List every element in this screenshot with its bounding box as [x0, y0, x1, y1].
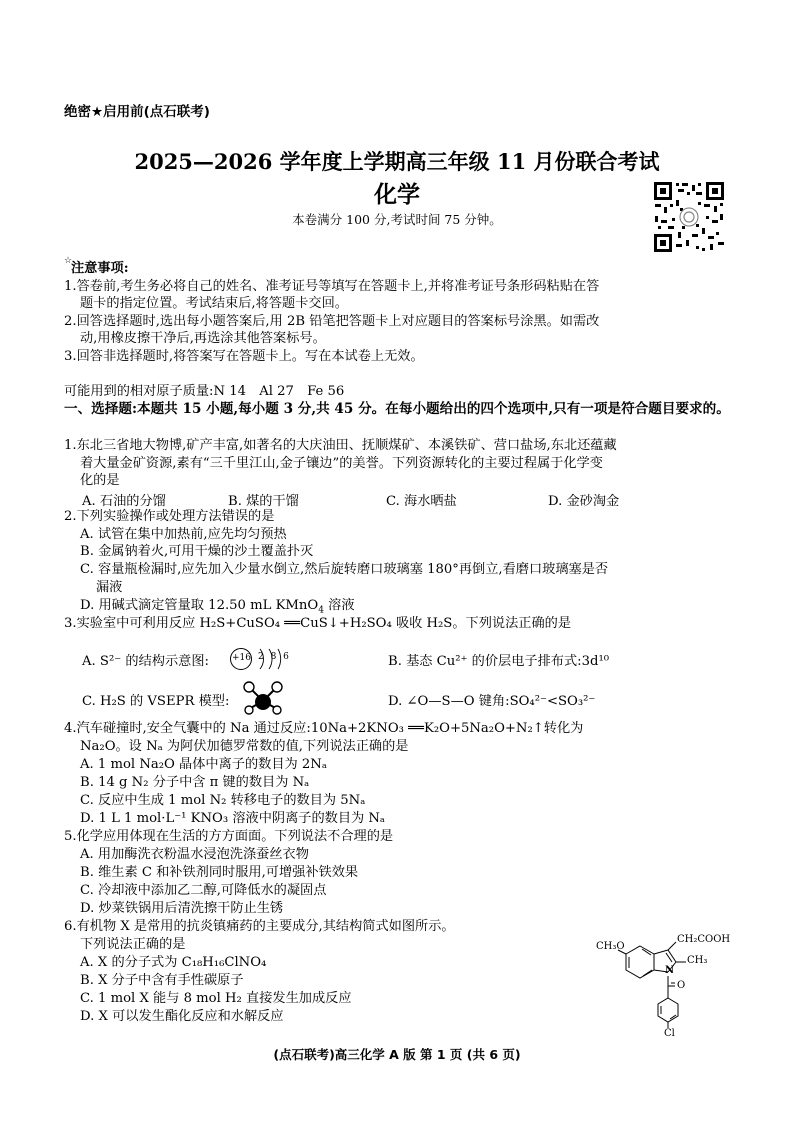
q6-option-d: D. X 可以发生酯化反应和水解反应: [80, 1009, 284, 1024]
methyl-label: CH₃: [687, 955, 708, 966]
q1-option-b: B. 煤的干馏: [228, 494, 299, 509]
note-3: 3.回答非选择题时,将答案写在答题卡上。写在本试卷上无效。: [64, 349, 424, 364]
exam-info: 本卷满分 100 分,考试时间 75 分钟。: [292, 212, 502, 227]
q2-stem: 2.下列实验操作或处理方法错误的是: [64, 509, 275, 524]
q1-line-3: 化的是: [80, 473, 120, 488]
atomic-mass: 可能用到的相对原子质量:N 14 Al 27 Fe 56: [64, 384, 345, 399]
secret-label: 绝密★启用前(点石联考): [64, 104, 210, 120]
chlorine-label: Cl: [664, 1028, 675, 1039]
q4-line-2: Na₂O。设 Nₐ 为阿伏加德罗常数的值,下列说法正确的是: [80, 739, 409, 754]
vsepr-model: [240, 680, 286, 718]
q3-option-d: D. ∠O—S—O 键角:SO₄²⁻<SO₃²⁻: [388, 694, 596, 709]
q4-option-c: C. 反应中生成 1 mol N₂ 转移电子的数目为 5Nₐ: [80, 793, 366, 808]
note-2-line-2: 动,用橡皮擦干净后,再选涂其他答案标号。: [80, 331, 326, 346]
small-star-icon: ☆: [64, 256, 73, 266]
q3-option-c: C. H₂S 的 VSEPR 模型:: [82, 694, 230, 709]
q4-option-d: D. 1 L 1 mol·L⁻¹ KNO₃ 溶液中阴离子的数目为 Nₐ: [80, 811, 386, 826]
section-1-heading: 一、选择题:本题共 15 小题,每小题 3 分,共 45 分。在每小题给出的四个选项中,只有一项是符合题目要求的。: [64, 401, 730, 417]
q3-stem: 3.实验室中可利用反应 H₂S+CuSO₄ ══CuS↓+H₂SO₄ 吸收 H₂S。下列说法正确的是: [64, 616, 572, 631]
q6-line-1: 6.有机物 X 是常用的抗炎镇痛药的主要成分,其结构简式如图所示。: [64, 919, 455, 934]
q3-option-a: A. S²⁻ 的结构示意图:: [82, 654, 209, 669]
q1-option-a: A. 石油的分馏: [82, 494, 166, 509]
q1-line-2: 着大量金矿资源,素有“三千里江山,金子镶边”的美誉。下列资源转化的主要过程属于化学变: [80, 456, 603, 471]
electron-shells: 2 8 6: [258, 652, 291, 662]
notes-heading: 注意事项:: [71, 261, 129, 276]
q2-option-c-line-1: C. 容量瓶检漏时,应先加入少量水倒立,然后旋转磨口玻璃塞 180°再倒立,看磨口玻璃塞是否: [80, 562, 609, 577]
subject-title: 化学: [374, 181, 420, 208]
q2-option-b: B. 金属钠着火,可用干燥的沙土覆盖扑灭: [80, 544, 314, 559]
note-2-line-1: 2.回答选择题时,选出每小题答案后,用 2B 铅笔把答题卡上对应题目的答案标号涂黑。如需改: [64, 314, 600, 329]
q5-option-b: B. 维生素 C 和补铁剂同时服用,可增强补铁效果: [80, 865, 359, 880]
q2-option-a: A. 试管在集中加热前,应先均匀预热: [80, 527, 287, 542]
q1-line-1: 1.东北三省地大物博,矿产丰富,如著名的大庆油田、抚顺煤矿、本溪铁矿、营口盐场,东北还蕴藏: [64, 438, 617, 453]
exam-title: 2025—2026 学年度上学期高三年级 11 月份联合考试: [134, 149, 660, 174]
q4-line-1: 4.汽车碰撞时,安全气囊中的 Na 通过反应:10Na+2KNO₃ ══K₂O+5Na₂O+N₂↑转化为: [64, 721, 584, 736]
q3-option-b: B. 基态 Cu²⁺ 的价层电子排布式:3d¹⁰: [388, 654, 610, 669]
q2-option-c-line-2: 漏液: [96, 580, 123, 595]
acetic-acid-label: CH₂COOH: [677, 934, 731, 945]
oxygen-label: O: [677, 980, 686, 991]
q5-option-d: D. 炒菜铁锅用后清洗擦干防止生锈: [80, 901, 284, 916]
qr-code: [652, 180, 726, 254]
nucleus-charge: +16: [232, 653, 251, 663]
nitrogen-label: N: [665, 965, 675, 976]
q5-option-c: C. 冷却液中添加乙二醇,可降低水的凝固点: [80, 883, 327, 898]
q1-option-d: D. 金砂淘金: [548, 494, 620, 509]
q6-line-2: 下列说法正确的是: [80, 937, 186, 952]
q6-option-b: B. X 分子中含有手性碳原子: [80, 973, 244, 988]
note-1-line-2: 题卡的指定位置。考试结束后,将答题卡交回。: [80, 296, 348, 311]
methoxy-label: CH₃O: [596, 941, 625, 952]
q1-option-c: C. 海水晒盐: [386, 494, 457, 509]
q4-option-b: B. 14 g N₂ 分子中含 π 键的数目为 Nₐ: [80, 775, 310, 790]
q5-stem: 5.化学应用体现在生活的方方面面。下列说法不合理的是: [64, 829, 394, 844]
page-footer: (点石联考)高三化学 A 版 第 1 页 (共 6 页): [273, 1047, 521, 1062]
q4-option-a: A. 1 mol Na₂O 晶体中离子的数目为 2Nₐ: [80, 757, 327, 772]
q6-option-c: C. 1 mol X 能与 8 mol H₂ 直接发生加成反应: [80, 991, 352, 1006]
q2-option-d: D. 用碱式滴定管量取 12.50 mL KMnO$_4$ 溶液: [80, 598, 355, 616]
q6-option-a: A. X 的分子式为 C₁₈H₁₆ClNO₄: [80, 955, 267, 970]
q5-option-a: A. 用加酶洗衣粉温水浸泡洗涤蚕丝衣物: [80, 847, 309, 862]
note-1-line-1: 1.答卷前,考生务必将自己的姓名、准考证号等填写在答题卡上,并将准考证号条形码粘贴在答: [64, 279, 600, 294]
